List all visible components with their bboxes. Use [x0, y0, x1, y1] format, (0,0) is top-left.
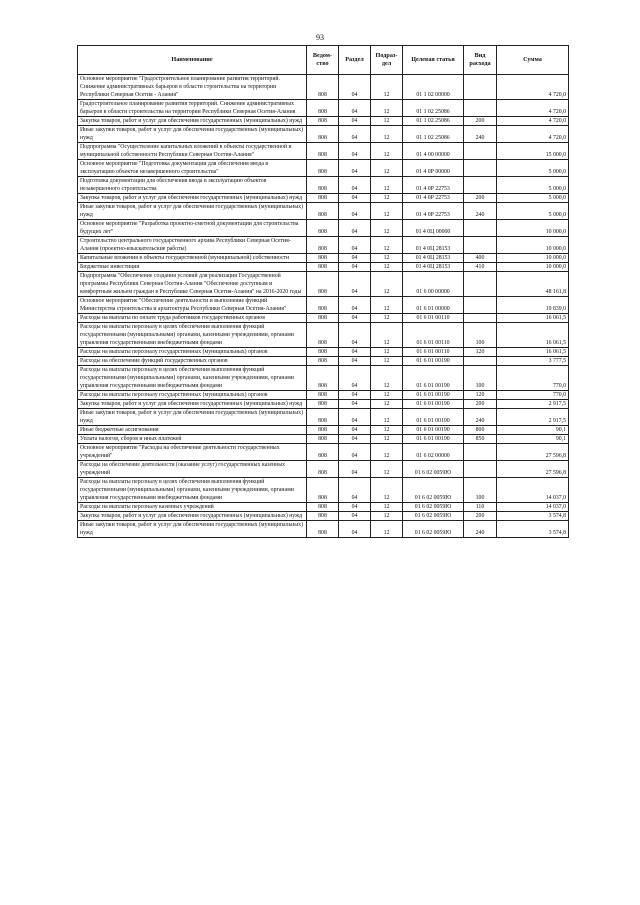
row-razdel: 04	[339, 263, 371, 272]
row-target: 01 6 01 00190	[403, 357, 464, 366]
row-sum: 3 574,8	[497, 521, 569, 538]
row-target: 01 1 02 00000	[403, 75, 464, 100]
table-row	[78, 512, 569, 521]
row-name: Бюджетные инвестиции	[78, 263, 307, 272]
table-row	[78, 297, 569, 314]
row-name: Расходы на выплаты персоналу казенных учреждений	[78, 503, 307, 512]
row-name: Иные закупки товаров, работ и услуг для обеспечения государственных (муниципальных) нужд	[78, 126, 307, 143]
row-target: 01 4 0Р 00000	[403, 160, 464, 177]
row-target: 01 6 01 00190	[403, 409, 464, 426]
row-name: Основное мероприятие "Градостроительное планирование развития территорий. Снижение административных барьеров в области строительства на территории Республики Северная Осетия - Алания"	[78, 75, 307, 100]
row-target: 01 4 0Р 22753	[403, 177, 464, 194]
row-sum: 16 061,5	[497, 348, 569, 357]
row-ved: 808	[307, 203, 339, 220]
row-vid: 200	[464, 400, 497, 409]
row-name: Расходы на обеспечение функций государственных органов	[78, 357, 307, 366]
row-ved: 808	[307, 272, 339, 297]
row-ved: 808	[307, 400, 339, 409]
row-name: Расходы на выплаты по оплате труда работников государственных органов	[78, 314, 307, 323]
row-sum: 3 574,8	[497, 512, 569, 521]
row-target: 01 6 01 00000	[403, 297, 464, 314]
row-name: Основное мероприятие "Подготовка документации для обеспечения ввода в эксплуатацию объектов незавершенного строительства"	[78, 160, 307, 177]
table-row	[78, 117, 569, 126]
row-razdel: 04	[339, 254, 371, 263]
row-sum: 4 720,0	[497, 117, 569, 126]
row-sum: 14 037,0	[497, 478, 569, 503]
row-target: 01 4 0Ц 28153	[403, 237, 464, 254]
row-sum: 14 037,0	[497, 503, 569, 512]
table-row	[78, 126, 569, 143]
row-podrazdel: 12	[371, 75, 403, 100]
row-podrazdel: 12	[371, 117, 403, 126]
row-vid	[464, 160, 497, 177]
row-name: Строительство центрального государственного архива Республики Северная Осетия-Алания (проектно-изыскательские работы)	[78, 237, 307, 254]
row-razdel: 04	[339, 503, 371, 512]
table-row	[78, 177, 569, 194]
row-podrazdel: 12	[371, 194, 403, 203]
row-sum: 48 161,8	[497, 272, 569, 297]
row-ved: 808	[307, 100, 339, 117]
row-target: 01 6 01 00110	[403, 348, 464, 357]
row-target: 01 6 02 00000	[403, 444, 464, 461]
header-sum: Сумма	[497, 46, 569, 75]
row-podrazdel: 12	[371, 314, 403, 323]
row-ved: 808	[307, 323, 339, 348]
row-name: Иные закупки товаров, работ и услуг для обеспечения государственных (муниципальных) нужд	[78, 203, 307, 220]
row-vid	[464, 237, 497, 254]
row-target: 01 4 00 00000	[403, 143, 464, 160]
row-sum: 27 596,8	[497, 461, 569, 478]
row-razdel: 04	[339, 297, 371, 314]
row-target: 01 4 0Р 22753	[403, 194, 464, 203]
row-ved: 808	[307, 220, 339, 237]
row-ved: 808	[307, 521, 339, 538]
row-vid: 800	[464, 426, 497, 435]
row-razdel: 04	[339, 117, 371, 126]
row-podrazdel: 12	[371, 409, 403, 426]
row-sum: 3 777,5	[497, 357, 569, 366]
row-podrazdel: 12	[371, 126, 403, 143]
row-ved: 808	[307, 357, 339, 366]
row-sum: 2 917,5	[497, 409, 569, 426]
row-vid	[464, 143, 497, 160]
row-razdel: 04	[339, 160, 371, 177]
table-row	[78, 426, 569, 435]
row-podrazdel: 12	[371, 444, 403, 461]
row-podrazdel: 12	[371, 503, 403, 512]
table-row	[78, 478, 569, 503]
row-razdel: 04	[339, 366, 371, 391]
row-name: Иные бюджетные ассигнования	[78, 426, 307, 435]
row-sum: 10 000,0	[497, 220, 569, 237]
row-sum: 770,0	[497, 366, 569, 391]
row-razdel: 04	[339, 177, 371, 194]
row-razdel: 04	[339, 444, 371, 461]
row-vid: 410	[464, 263, 497, 272]
row-vid: 850	[464, 435, 497, 444]
row-ved: 808	[307, 366, 339, 391]
row-podrazdel: 12	[371, 426, 403, 435]
row-podrazdel: 12	[371, 357, 403, 366]
row-vid	[464, 272, 497, 297]
row-razdel: 04	[339, 521, 371, 538]
row-razdel: 04	[339, 512, 371, 521]
table-row	[78, 203, 569, 220]
row-vid: 120	[464, 348, 497, 357]
row-razdel: 04	[339, 314, 371, 323]
row-vid: 200	[464, 194, 497, 203]
row-razdel: 04	[339, 220, 371, 237]
row-ved: 808	[307, 177, 339, 194]
row-vid	[464, 444, 497, 461]
table-header-row	[78, 46, 569, 75]
row-target: 01 6 00 00000	[403, 272, 464, 297]
row-ved: 808	[307, 503, 339, 512]
row-target: 01 1 02 25086	[403, 117, 464, 126]
row-razdel: 04	[339, 75, 371, 100]
row-razdel: 04	[339, 348, 371, 357]
row-target: 01 4 0Ц 28153	[403, 263, 464, 272]
header-vid: Вид расхода	[464, 46, 497, 75]
row-target: 01 1 02 25086	[403, 126, 464, 143]
row-sum: 16 061,5	[497, 314, 569, 323]
row-name: Основное мероприятие "Расходы на обеспечение деятельности государственных учреждений"	[78, 444, 307, 461]
row-ved: 808	[307, 444, 339, 461]
row-sum: 90,1	[497, 435, 569, 444]
row-vid	[464, 297, 497, 314]
row-podrazdel: 12	[371, 323, 403, 348]
row-ved: 808	[307, 426, 339, 435]
row-razdel: 04	[339, 143, 371, 160]
row-name: Закупка товаров, работ и услуг для обеспечения государственных (муниципальных) нужд	[78, 117, 307, 126]
row-target: 01 6 02 0059Ю	[403, 512, 464, 521]
row-podrazdel: 12	[371, 237, 403, 254]
row-vid: 200	[464, 117, 497, 126]
row-vid	[464, 100, 497, 117]
row-vid: 240	[464, 409, 497, 426]
row-vid: 200	[464, 512, 497, 521]
row-podrazdel: 12	[371, 272, 403, 297]
row-sum: 5 000,0	[497, 203, 569, 220]
row-ved: 808	[307, 160, 339, 177]
row-sum: 5 000,0	[497, 194, 569, 203]
table-row	[78, 237, 569, 254]
row-vid	[464, 220, 497, 237]
row-sum: 4 720,0	[497, 126, 569, 143]
row-ved: 808	[307, 297, 339, 314]
row-vid: 120	[464, 391, 497, 400]
row-target: 01 4 0Р 22753	[403, 203, 464, 220]
row-razdel: 04	[339, 478, 371, 503]
row-name: Основное мероприятие "Обеспечение деятельности и выполнение функций Министерства строительства и архитектуры Республики Северная Осетия-Алания"	[78, 297, 307, 314]
row-vid	[464, 461, 497, 478]
row-name: Основное мероприятие "Разработка проектно-сметной документации для строительства будущих лет"	[78, 220, 307, 237]
row-sum: 27 596,8	[497, 444, 569, 461]
row-ved: 808	[307, 435, 339, 444]
row-name: Иные закупки товаров, работ и услуг для обеспечения государственных (муниципальных) нужд	[78, 409, 307, 426]
row-ved: 808	[307, 348, 339, 357]
row-sum: 10 000,0	[497, 263, 569, 272]
table-row	[78, 503, 569, 512]
row-sum: 10 000,0	[497, 237, 569, 254]
table-body	[78, 75, 569, 538]
row-name: Закупка товаров, работ и услуг для обеспечения государственных (муниципальных) нужд	[78, 194, 307, 203]
row-ved: 808	[307, 126, 339, 143]
row-sum: 5 000,0	[497, 160, 569, 177]
row-podrazdel: 12	[371, 391, 403, 400]
header-ved: Ведом-ство	[307, 46, 339, 75]
row-ved: 808	[307, 409, 339, 426]
row-razdel: 04	[339, 409, 371, 426]
row-vid: 240	[464, 203, 497, 220]
row-podrazdel: 12	[371, 512, 403, 521]
table-row	[78, 521, 569, 538]
row-target: 01 6 02 0059Ю	[403, 478, 464, 503]
row-name: Закупка товаров, работ и услуг для обеспечения государственных (муниципальных) нужд	[78, 400, 307, 409]
row-ved: 808	[307, 512, 339, 521]
row-podrazdel: 12	[371, 203, 403, 220]
row-sum: 19 839,0	[497, 297, 569, 314]
row-vid	[464, 177, 497, 194]
row-name: Расходы на обеспечение деятельности (оказание услуг) государственных казенных учреждений	[78, 461, 307, 478]
row-sum: 5 000,0	[497, 177, 569, 194]
row-target: 01 6 01 00190	[403, 400, 464, 409]
row-target: 01 4 0Ц 00000	[403, 220, 464, 237]
row-podrazdel: 12	[371, 160, 403, 177]
header-target: Целевая статья	[403, 46, 464, 75]
row-razdel: 04	[339, 100, 371, 117]
table-row	[78, 272, 569, 297]
row-vid: 240	[464, 126, 497, 143]
row-podrazdel: 12	[371, 220, 403, 237]
header-podrazdel: Подраз-дел	[371, 46, 403, 75]
row-razdel: 04	[339, 272, 371, 297]
row-podrazdel: 12	[371, 263, 403, 272]
row-razdel: 04	[339, 237, 371, 254]
table-row	[78, 143, 569, 160]
row-target: 01 6 01 00110	[403, 314, 464, 323]
row-target: 01 6 02 0059Ю	[403, 521, 464, 538]
row-vid: 110	[464, 503, 497, 512]
row-sum: 90,1	[497, 426, 569, 435]
row-name: Уплата налогов, сборов и иных платежей	[78, 435, 307, 444]
table-row	[78, 100, 569, 117]
row-vid: 100	[464, 366, 497, 391]
row-target: 01 6 01 00190	[403, 426, 464, 435]
row-target: 01 4 0Ц 28153	[403, 254, 464, 263]
header-razdel: Раздел	[339, 46, 371, 75]
row-target: 01 6 01 00110	[403, 323, 464, 348]
row-razdel: 04	[339, 400, 371, 409]
row-vid	[464, 357, 497, 366]
row-sum: 770,0	[497, 391, 569, 400]
table-row	[78, 391, 569, 400]
table-row	[78, 444, 569, 461]
row-razdel: 04	[339, 357, 371, 366]
row-podrazdel: 12	[371, 348, 403, 357]
row-name: Подпрограмма "Осуществление капитальных вложений в объекты государственной и муниципальной собственности Республики Северная Осетия-Алания"	[78, 143, 307, 160]
row-target: 01 6 01 00190	[403, 435, 464, 444]
row-sum: 2 917,5	[497, 400, 569, 409]
row-name: Расходы на выплаты персоналу государственных (муниципальных) органов	[78, 348, 307, 357]
row-name: Градостроительное планирование развития территорий. Снижение административных барьеров в области строительства на территории Республики Северная Осетия-Алания	[78, 100, 307, 117]
row-name: Иные закупки товаров, работ и услуг для обеспечения государственных (муниципальных) нужд	[78, 521, 307, 538]
row-ved: 808	[307, 314, 339, 323]
table-row	[78, 220, 569, 237]
row-sum: 4 720,0	[497, 100, 569, 117]
row-podrazdel: 12	[371, 478, 403, 503]
row-podrazdel: 12	[371, 521, 403, 538]
row-target: 01 1 02 25086	[403, 100, 464, 117]
table-row	[78, 314, 569, 323]
row-vid: 100	[464, 323, 497, 348]
row-target: 01 6 01 00190	[403, 366, 464, 391]
row-sum: 16 061,5	[497, 323, 569, 348]
table-row	[78, 75, 569, 100]
row-name: Расходы на выплаты персоналу в целях обеспечения выполнения функций государственными (муниципальными) органами, казенными учреждениями, органами управления государственными внебюджетными фондами	[78, 323, 307, 348]
row-name: Капитальные вложения в объекты государственной (муниципальной) собственности	[78, 254, 307, 263]
row-sum: 4 720,0	[497, 75, 569, 100]
row-vid: 400	[464, 254, 497, 263]
row-ved: 808	[307, 194, 339, 203]
budget-table	[77, 45, 569, 538]
row-razdel: 04	[339, 461, 371, 478]
table-row	[78, 194, 569, 203]
row-target: 01 6 01 00190	[403, 391, 464, 400]
table-row	[78, 357, 569, 366]
row-ved: 808	[307, 478, 339, 503]
row-target: 01 6 02 0059Ю	[403, 503, 464, 512]
row-podrazdel: 12	[371, 400, 403, 409]
row-razdel: 04	[339, 435, 371, 444]
row-podrazdel: 12	[371, 254, 403, 263]
table-row	[78, 409, 569, 426]
row-name: Закупка товаров, работ и услуг для обеспечения государственных (муниципальных) нужд	[78, 512, 307, 521]
row-sum: 10 000,0	[497, 254, 569, 263]
row-vid	[464, 75, 497, 100]
row-ved: 808	[307, 143, 339, 160]
row-ved: 808	[307, 391, 339, 400]
row-ved: 808	[307, 254, 339, 263]
row-podrazdel: 12	[371, 177, 403, 194]
row-name: Подготовка документации для обеспечения ввода в эксплуатацию объектов незавершенного строительства	[78, 177, 307, 194]
row-podrazdel: 12	[371, 366, 403, 391]
table-row	[78, 348, 569, 357]
row-podrazdel: 12	[371, 100, 403, 117]
page-number: 93	[316, 33, 324, 42]
row-razdel: 04	[339, 126, 371, 143]
row-ved: 808	[307, 263, 339, 272]
table-row	[78, 435, 569, 444]
row-vid: 240	[464, 521, 497, 538]
table-row	[78, 254, 569, 263]
row-podrazdel: 12	[371, 143, 403, 160]
header-name: Наименование	[78, 46, 307, 75]
row-target: 01 6 02 0059Ю	[403, 461, 464, 478]
row-ved: 808	[307, 237, 339, 254]
row-podrazdel: 12	[371, 461, 403, 478]
table-row	[78, 461, 569, 478]
table-row	[78, 263, 569, 272]
row-ved: 808	[307, 117, 339, 126]
row-razdel: 04	[339, 203, 371, 220]
table-row	[78, 160, 569, 177]
table-row	[78, 366, 569, 391]
row-ved: 808	[307, 461, 339, 478]
row-podrazdel: 12	[371, 297, 403, 314]
table-row	[78, 323, 569, 348]
row-name: Подпрограмма "Обеспечение создания условий для реализации Государственной программы Республики Северная Осетия-Алания "Обеспечение доступным и комфортным жильем граждан в Республике Северная Осетия-Алания" на 2016-2020 годы	[78, 272, 307, 297]
row-vid: 100	[464, 478, 497, 503]
row-razdel: 04	[339, 323, 371, 348]
row-name: Расходы на выплаты персоналу государственных (муниципальных) органов	[78, 391, 307, 400]
row-razdel: 04	[339, 391, 371, 400]
row-razdel: 04	[339, 194, 371, 203]
row-sum: 15 000,0	[497, 143, 569, 160]
row-name: Расходы на выплаты персоналу в целях обеспечения выполнения функций государственными (муниципальными) органами, казенными учреждениями, органами управления государственными внебюджетными фондами	[78, 478, 307, 503]
row-podrazdel: 12	[371, 435, 403, 444]
row-ved: 808	[307, 75, 339, 100]
row-razdel: 04	[339, 426, 371, 435]
row-name: Расходы на выплаты персоналу в целях обеспечения выполнения функций государственными (муниципальными) органами, казенными учреждениями, органами управления государственными внебюджетными фондами	[78, 366, 307, 391]
row-vid	[464, 314, 497, 323]
table-row	[78, 400, 569, 409]
